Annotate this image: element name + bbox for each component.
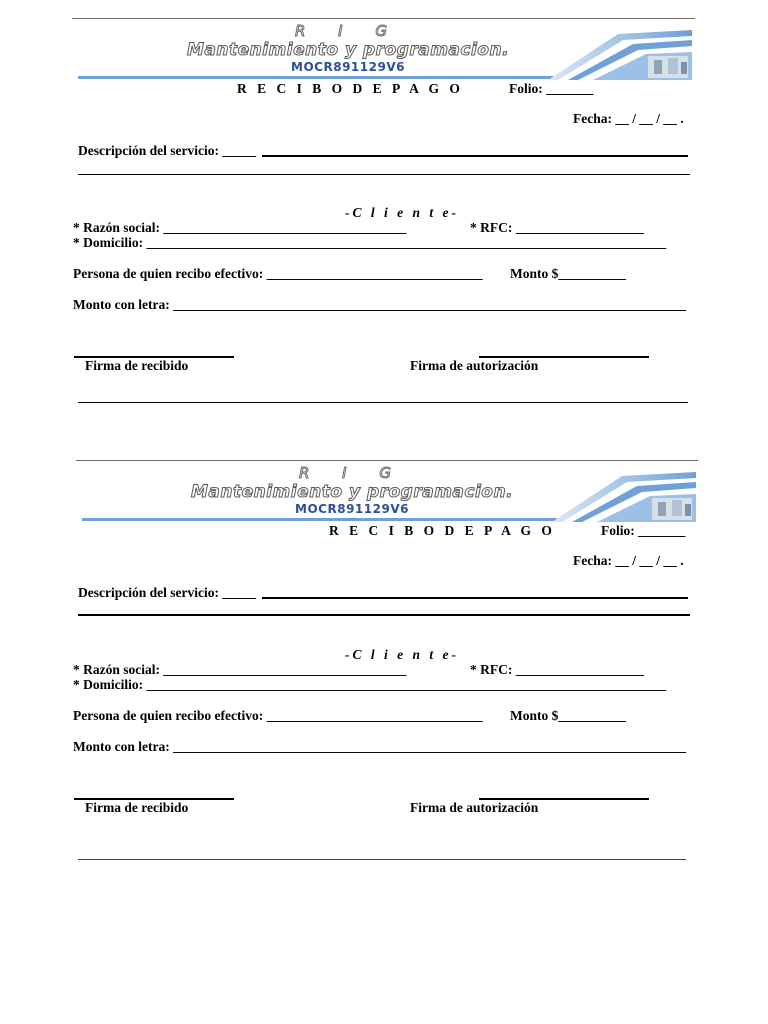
company-rfc: MOCR891129V6 <box>291 60 405 74</box>
rfc-field[interactable]: * RFC: ___________________ <box>470 220 644 235</box>
company-rfc: MOCR891129V6 <box>295 502 409 516</box>
monto-field[interactable]: Monto $__________ <box>510 266 626 281</box>
top-rule <box>76 460 698 461</box>
company-initials: R I G <box>294 22 401 40</box>
firma-autorizacion-label: Firma de autorización <box>410 358 539 373</box>
building-photo-icon <box>648 56 688 78</box>
company-name: Mantenimiento y programacion. <box>186 40 510 60</box>
domicilio-field[interactable]: * Domicilio: _____________________________________________________________________________ <box>73 235 667 250</box>
razon-social-field[interactable]: * Razón social: ____________________________________ <box>73 662 407 677</box>
monto-letra-field[interactable]: Monto con letra: ____________________________________________________________________________ <box>73 297 687 312</box>
company-initials: R I G <box>298 464 405 482</box>
folio-field[interactable]: Folio: _______ <box>601 523 686 538</box>
razon-social-field[interactable]: * Razón social: ____________________________________ <box>73 220 407 235</box>
building-photo-icon <box>652 498 692 520</box>
descripcion-line[interactable] <box>262 155 688 157</box>
letterhead <box>78 22 692 84</box>
folio-field[interactable]: Folio: _______ <box>509 81 594 96</box>
persona-field[interactable]: Persona de quien recibo efectivo: ________________________________ <box>73 266 483 281</box>
persona-field[interactable]: Persona de quien recibo efectivo: ________________________________ <box>73 708 483 723</box>
descripcion-line-2[interactable] <box>78 614 690 616</box>
top-rule <box>72 18 695 19</box>
cliente-heading: -C l i e n t e- <box>345 647 459 662</box>
company-name: Mantenimiento y programacion. <box>190 482 514 502</box>
domicilio-field[interactable]: * Domicilio: _____________________________________________________________________________ <box>73 677 667 692</box>
fecha-field[interactable]: Fecha: __ / __ / __ . <box>573 111 684 126</box>
monto-field[interactable]: Monto $__________ <box>510 708 626 723</box>
fecha-field[interactable]: Fecha: __ / __ / __ . <box>573 553 684 568</box>
receipt-title: R E C I B O D E P A G O <box>329 523 556 538</box>
bottom-rule <box>78 859 686 860</box>
receipt-title: R E C I B O D E P A G O <box>237 81 464 96</box>
firma-recibido-label: Firma de recibido <box>85 358 189 373</box>
descripcion-label: Descripción del servicio: _____ <box>78 143 257 158</box>
rfc-field[interactable]: * RFC: ___________________ <box>470 662 644 677</box>
letterhead <box>82 464 696 526</box>
descripcion-line-2[interactable] <box>78 174 690 175</box>
firma-autorizacion-label: Firma de autorización <box>410 800 539 815</box>
receipt-2 <box>0 460 768 900</box>
receipt-1 <box>0 18 768 458</box>
bottom-rule <box>78 402 688 403</box>
descripcion-label: Descripción del servicio: _____ <box>78 585 257 600</box>
firma-recibido-label: Firma de recibido <box>85 800 189 815</box>
monto-letra-field[interactable]: Monto con letra: ____________________________________________________________________________ <box>73 739 687 754</box>
descripcion-line[interactable] <box>262 597 688 599</box>
cliente-heading: -C l i e n t e- <box>345 205 459 220</box>
